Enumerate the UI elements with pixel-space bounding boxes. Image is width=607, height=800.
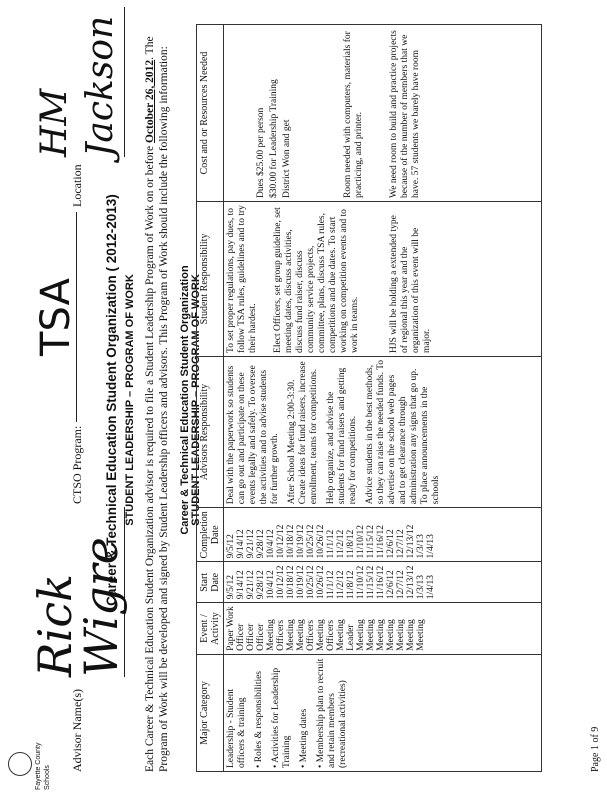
advisor-resp-item: After School Meeting 2:00-3:30. Create ideas for fund raisers, increase enrollment, teams for competitions. — [287, 361, 319, 505]
category-bullet: • Roles & responsibilities — [254, 658, 265, 768]
start-date: 10/19/12 — [296, 565, 306, 600]
location-label: Location — [70, 164, 84, 207]
page-title: Career & Technical Education Student Organization ( 2012-2013) — [104, 194, 119, 606]
table-title-line1: Career & Technical Education Student Organization — [179, 265, 191, 535]
event-item: Officer — [246, 623, 256, 651]
completion-date-cell — [224, 508, 542, 562]
table-row — [224, 25, 542, 772]
event-item: Meeting — [296, 619, 306, 651]
start-date: 10/18/12 — [286, 565, 296, 600]
table-header-row — [197, 25, 224, 772]
completion-date: 1/4/13 — [426, 534, 436, 559]
completion-date: 12/7/12 — [396, 529, 406, 559]
start-date: 11/1/12 — [326, 570, 336, 600]
completion-date: 10/12/12 — [276, 524, 286, 559]
completion-date: 9/5/12 — [226, 534, 236, 559]
cost-item: District Won and get — [282, 119, 292, 198]
completion-date: 10/19/12 — [296, 524, 306, 559]
completion-date: 10/26/12 — [316, 524, 326, 559]
start-date: 11/2/12 — [336, 570, 346, 600]
start-date: 10/26/12 — [316, 565, 326, 600]
event-item: Meeting — [336, 619, 346, 651]
event-item: Meeting — [356, 619, 366, 651]
intro-paragraph — [143, 32, 171, 772]
cost-resources-cell — [224, 25, 542, 202]
col-header-start: Start Date — [197, 562, 224, 603]
category-bullet: • Activities for Leadership Training — [271, 658, 293, 768]
event-item: Meeting — [366, 619, 376, 651]
advisor-label: Advisor Name(s) — [70, 689, 84, 772]
event-cell — [224, 603, 542, 655]
event-item: Officers — [276, 619, 286, 651]
col-header-student: Student Responsibility — [197, 201, 224, 356]
program-of-work-table — [196, 24, 542, 772]
program-value: TSA — [36, 212, 77, 422]
completion-date: 11/10/12 — [356, 525, 366, 559]
intro-deadline: October 26, 2012 — [144, 59, 156, 144]
completion-date: 9/28/12 — [256, 529, 266, 559]
start-date: 12/7/12 — [396, 570, 406, 600]
event-item: Meeting — [316, 619, 326, 651]
start-date: 9/14/12 — [236, 570, 246, 600]
start-date: 9/28/12 — [256, 570, 266, 600]
col-header-completion: Completion Date — [197, 508, 224, 562]
category-bullet: • Membership plan to recruit and retain members (recreational activities) — [316, 658, 349, 768]
advisor-resp-item: Help organize, and advise the students for fund raisers and getting ready for competitions. — [326, 367, 358, 505]
event-item: Meeting — [376, 619, 386, 651]
advisor-signature: Rick Wigre — [32, 507, 125, 677]
event-item: Meeting — [396, 619, 406, 651]
start-date: 9/5/12 — [226, 574, 236, 600]
event-item: Meeting — [266, 619, 276, 651]
event-item: Meeting — [286, 619, 296, 651]
seal-icon — [8, 752, 32, 776]
start-date: 12/6/12 — [386, 570, 396, 600]
intro-text-after: . The Program of Work will be developed and signed by Student Leadership officers and advisors. This Program of Work should include the following information: — [144, 36, 170, 772]
cost-item: Room needed with computers, materials for practicing, and printer. — [343, 31, 364, 198]
student-responsibility-cell — [224, 201, 542, 356]
col-header-cost: Cost and or Resources Needed — [197, 25, 224, 202]
completion-date: 1/3/13 — [416, 534, 426, 559]
start-date: 12/13/12 — [406, 565, 416, 600]
start-date: 9/21/12 — [246, 570, 256, 600]
completion-date: 10/18/12 — [286, 524, 296, 559]
event-item: Paper Work — [226, 606, 236, 651]
col-header-event: Event / Activity — [197, 603, 224, 655]
col-header-category: Major Category — [197, 654, 224, 771]
advisor-resp-item: Deal with the paperwork so students can go out and participate on these events legally and safely. To oversee the activities and to advise students for further growth. — [226, 365, 280, 505]
start-date: 11/16/12 — [376, 565, 386, 600]
start-date: 1/4/13 — [426, 574, 436, 600]
event-item: Meeting — [416, 619, 426, 651]
completion-date: 11/16/12 — [376, 525, 386, 559]
student-resp-item: To set proper regulations, pay dues, to follow TSA rules, guidelines and to try their hardest. — [226, 205, 258, 353]
completion-date: 11/1/12 — [326, 529, 336, 559]
page-subtitle: STUDENT LEADERSHIP – PROGRAM OF WORK — [124, 274, 136, 526]
event-item: Officer — [256, 623, 266, 651]
completion-date: 12/13/12 — [406, 524, 416, 559]
logo-text: Fayette County Schools — [35, 742, 51, 790]
start-date-cell — [224, 562, 542, 603]
col-header-advisor: Advisors Responsibility — [197, 356, 224, 507]
completion-date: 10/4/12 — [266, 529, 276, 559]
cost-item: $30.00 for Leadership Training — [269, 79, 279, 198]
completion-date: 12/6/12 — [386, 529, 396, 559]
table-title-line2: STUDENT LEADERSHIP – PROGRAM OF WORK — [190, 274, 202, 526]
advisor-resp-item: Advice students in the best methods, so they can raise the needed funds. To advertise on the school web pages and to get clearance through administration any signs that go up. To place announcements in the schools — [365, 359, 441, 505]
completion-date: 9/21/12 — [246, 529, 256, 559]
completion-date: 11/2/12 — [336, 529, 346, 559]
category-bullet: • Meeting dates — [299, 658, 310, 768]
completion-date: 10/25/12 — [306, 524, 316, 559]
completion-date: 11/8/12 — [346, 529, 356, 559]
start-date: 10/4/12 — [266, 570, 276, 600]
event-item: Officer — [236, 623, 246, 651]
page-number: Page 1 of 9 — [590, 726, 601, 772]
event-item: Meeting — [386, 619, 396, 651]
cost-item: We need room to build and practice projects because of the number of members that we have. 57 students we barely have room — [389, 30, 421, 198]
event-item: Leader — [346, 624, 356, 651]
event-item: Meeting — [406, 619, 416, 651]
completion-date: 9/14/12 — [236, 529, 246, 559]
advisor-responsibility-cell — [224, 356, 542, 507]
category-cell — [224, 654, 542, 771]
start-date: 11/15/12 — [366, 565, 376, 600]
category-main: Leadership - Student officers & training — [226, 688, 247, 768]
program-label: CTSO Program: — [70, 425, 84, 504]
event-item: Officers — [306, 619, 316, 651]
start-date: 10/25/12 — [306, 565, 316, 600]
student-resp-item: Elect Officers, set group guideline, set meeting dates, discuss activities, discuss fund raiser, discuss community service projects, committee, plans, discuss TSA rules, competitions and due dates. To start working on competition events and to work in teams. — [273, 207, 360, 353]
start-date: 11/10/12 — [356, 565, 366, 600]
intro-text-before: Each Career & Technical Education Student Organization advisor is required to file a Student Leadership Program of Work on or before — [144, 143, 156, 772]
event-item: Officers — [326, 619, 336, 651]
student-resp-item: HJS will be holding a extended type of regional this year and the organization of this event will be major. — [389, 215, 432, 353]
start-date: 10/12/12 — [276, 565, 286, 600]
start-date: 11/8/12 — [346, 570, 356, 600]
start-date: 1/3/13 — [416, 574, 426, 600]
completion-date: 11/15/12 — [366, 525, 376, 559]
cost-item: Dues $25.00 per person — [256, 107, 266, 198]
location-value: HM Jackson — [32, 7, 125, 157]
